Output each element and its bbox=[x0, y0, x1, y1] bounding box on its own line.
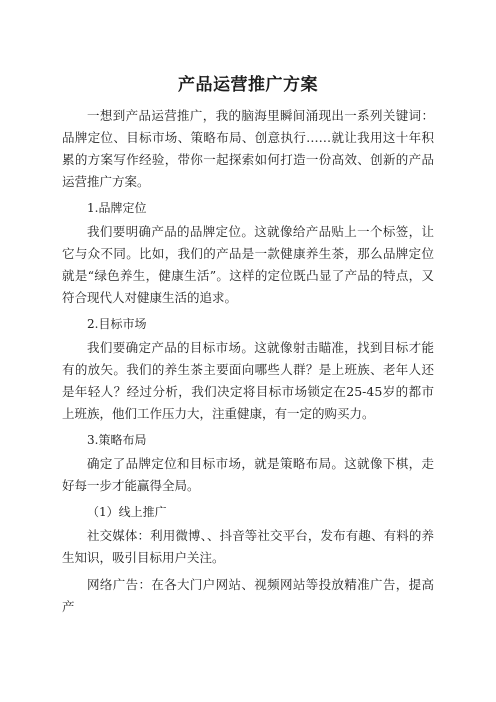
section-heading-target-market: 2.目标市场 bbox=[87, 317, 147, 331]
section-paragraph-brand-positioning: 我们要明确产品的品牌定位。这就像给产品贴上一个标签，让它与众不同。比如，我们的产品是一款健康养生茶，那么品牌定位就是“绿色养生，健康生活”。这样的定位既凸显了产品的特点，又符合现代人对健康生活的追求。 bbox=[62, 224, 434, 305]
subsection-paragraph-online-ads: 网络广告：在各大门户网站、视频网站等投放精准广告，提高产 bbox=[62, 577, 434, 614]
subsection-paragraph-social-media: 社交媒体：利用微博、、抖音等社交平台，发布有趣、有料的养生知识，吸引目标用户关注。 bbox=[62, 528, 434, 565]
document-title: 产品运营推广方案 bbox=[178, 75, 318, 95]
section-heading-strategy-layout: 3.策略布局 bbox=[87, 433, 147, 447]
section-paragraph-strategy-layout: 确定了品牌定位和目标市场，就是策略布局。这就像下棋，走好每一步才能赢得全局。 bbox=[62, 456, 434, 493]
subsection-heading-online-promotion: （1）线上推广 bbox=[87, 505, 167, 519]
section-paragraph-target-market: 我们要确定产品的目标市场。这就像射击瞄准，找到目标才能有的放矢。我们的养生茶主要面向哪些人群？是上班族、老年人还是年轻人？经过分析，我们决定将目标市场锁定在25-45岁的都市上班族，他们工作压力大，注重健康，有一定的购买力。 bbox=[62, 340, 434, 421]
section-heading-brand-positioning: 1.品牌定位 bbox=[87, 201, 147, 215]
intro-paragraph: 一想到产品运营推广，我的脑海里瞬间涌现出一系列关键词：品牌定位、目标市场、策略布局、创意执行……就让我用这十年积累的方案写作经验，带你一起探索如何打造一份高效、创新的产品运营推广方案。 bbox=[62, 108, 434, 189]
